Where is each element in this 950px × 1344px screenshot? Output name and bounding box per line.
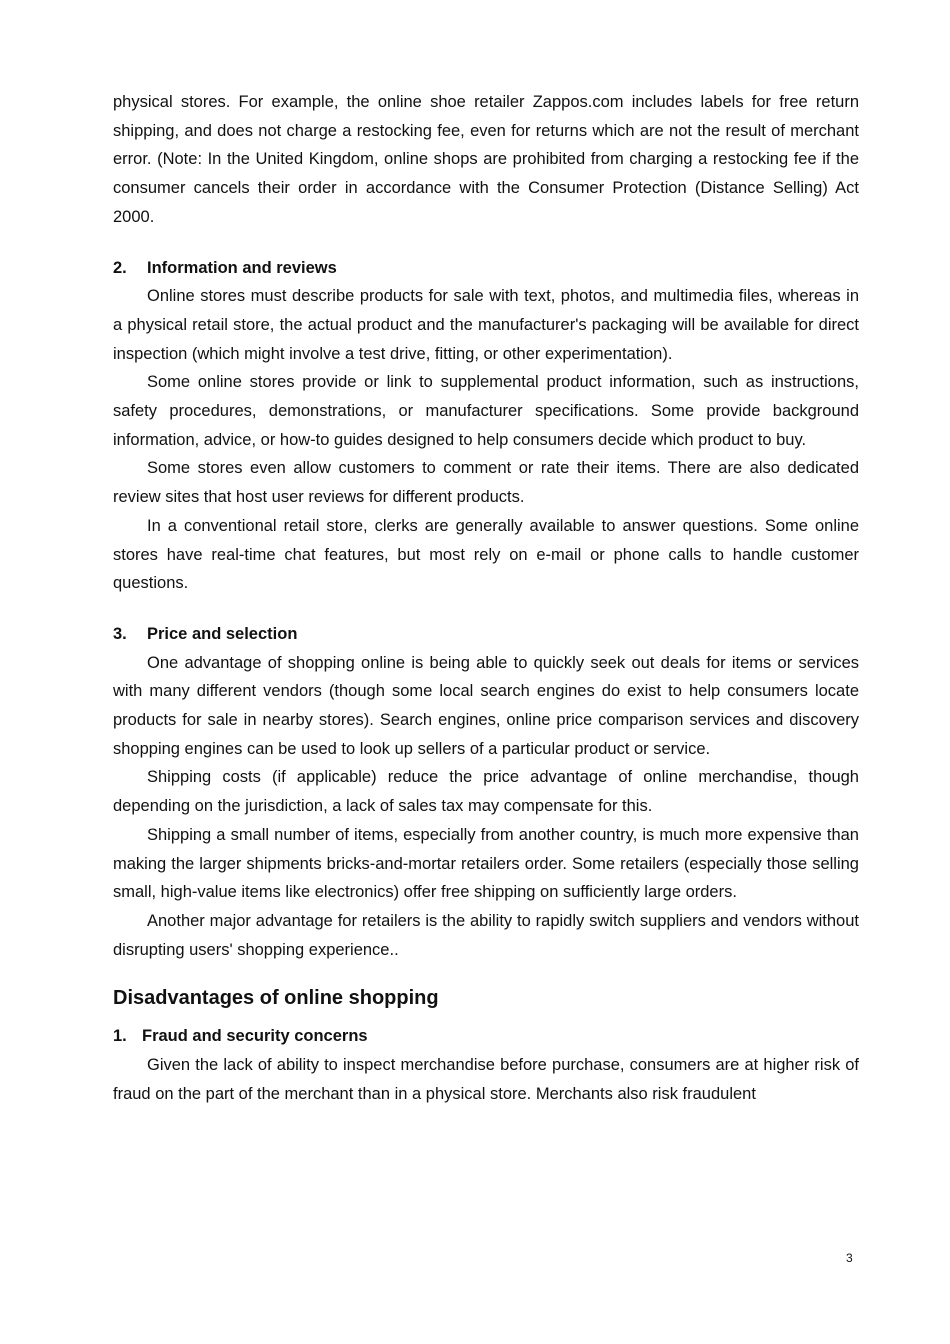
section-3-title: Price and selection [147,624,298,643]
section-3-heading [113,620,859,649]
document-page [113,88,859,1109]
section-2-paragraph-3: Some stores even allow customers to comment or rate their items. There are also dedicated review sites that host user reviews for different products. [113,459,859,507]
disadvantages-title: Disadvantages of online shopping [113,987,439,1010]
section-3-number: 3. [113,624,127,643]
section-2-heading [113,254,859,283]
section-2-number: 2. [113,258,127,277]
intro-paragraph: physical stores. For example, the online shoe retailer Zappos.com includes labels for free return shipping, and does not charge a restocking fee, even for returns which are not the result of merchant error. (Note: In the United Kingdom, online shops are prohibited from charging a restocking fee if the consumer cancels their order in accordance with the Consumer Protection (Distance Selling) Act 2000. [113,93,859,226]
disadvantages-section-1-number: 1. [113,1027,127,1046]
section-3-paragraph-1: One advantage of shopping online is being able to quickly seek out deals for items or services with many different vendors (though some local search engines do exist to help consumers locate products for sale in nearby stores). Search engines, online price comparison services and discovery shopping engines can be used to look up sellers of a particular product or service. [113,653,859,758]
section-2-paragraph-2: Some online stores provide or link to supplemental product information, such as instructions, safety procedures, demonstrations, or manufacturer specifications. Some provide background information, advice, or how-to guides designed to help consumers decide which product to buy. [113,373,859,449]
section-3-paragraph-3: Shipping a small number of items, especially from another country, is much more expensive than making the larger shipments bricks-and-mortar retailers order. Some retailers (especially those selling small, high-value items like electronics) offer free shipping on sufficiently large orders. [113,825,859,902]
section-2-paragraph-4: In a conventional retail store, clerks are generally available to answer questions. Some online stores have real-time chat features, but most rely on e-mail or phone calls to handle customer questions. [113,516,859,593]
section-2-paragraph-1: Online stores must describe products for sale with text, photos, and multimedia files, whereas in a physical retail store, the actual product and the manufacturer's packaging will be available for direct inspection (which might involve a test drive, fitting, or other experimentation). [113,287,859,363]
section-2-title: Information and reviews [147,258,337,277]
disadvantages-section-1-title: Fraud and security concerns [142,1027,368,1046]
page-number: 3 [846,1251,853,1265]
disadvantages-section-1-paragraph: Given the lack of ability to inspect merchandise before purchase, consumers are at higher risk of fraud on the part of the merchant than in a physical store. Merchants also risk fraudulent [113,1056,859,1103]
disadvantages-section-1-heading [113,1022,859,1051]
section-3-paragraph-2: Shipping costs (if applicable) reduce the price advantage of online merchandise, though depending on the jurisdiction, a lack of sales tax may compensate for this. [113,768,859,816]
section-3-paragraph-4: Another major advantage for retailers is the ability to rapidly switch suppliers and vendors without disrupting users' shopping experience.. [113,911,859,959]
